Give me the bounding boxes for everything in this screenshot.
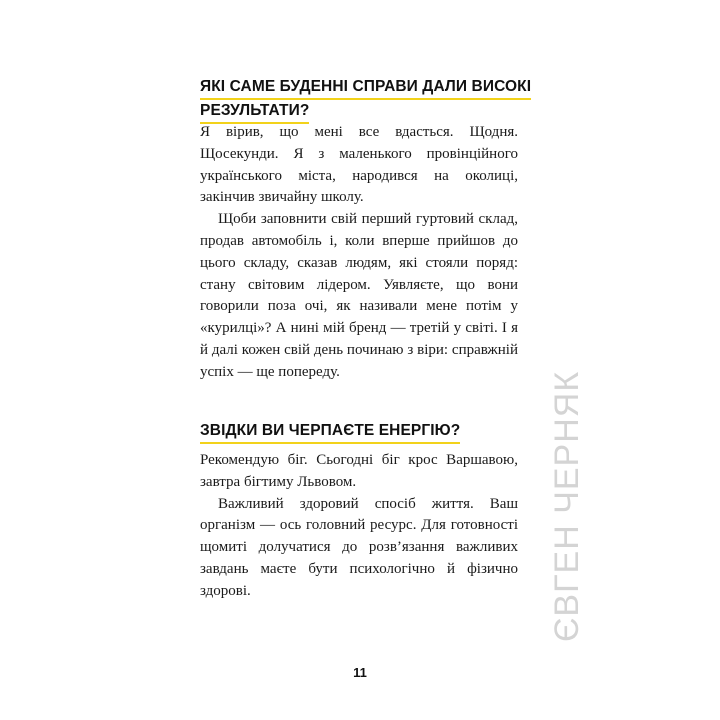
author-name-vertical: ЄВГЕН ЧЕРНЯК	[548, 370, 586, 642]
section1-paragraph-2: Щоби заповнити свій перший гуртовий склад, продав автомобіль і, коли вперше прийшов до цього складу, сказав людям, які стояли поряд: стану світовим лідером. Уявляєте, що вони говорили поза очі, як називали мене потім у «курилці»? А нині мій бренд — третій у світі. І я й далі кожен свій день починаю з віри: справжній успіх — ще попереду.	[200, 211, 518, 380]
section1-heading-line2: РЕЗУЛЬТАТИ?	[200, 100, 309, 124]
page-number: 11	[353, 665, 367, 680]
section2-body	[200, 450, 518, 603]
section1-paragraph-1: Я вірив, що мені все вдасться. Щодня. Щосекунди. Я з маленького провінційного українського міста, народився на околиці, закінчив звичайну школу.	[200, 124, 518, 206]
section2-heading-text: ЗВІДКИ ВИ ЧЕРПАЄТЕ ЕНЕРГІЮ?	[200, 420, 460, 444]
section1-heading	[200, 76, 531, 124]
section2-paragraph-2: Важливий здоровий спосіб життя. Ваш організм — ось головний ресурс. Для готовності щомиті долучатися до розв’язання важливих завдань маєте бути психологічно й фізично здорові.	[200, 495, 518, 599]
section1-heading-line1: ЯКІ САМЕ БУДЕННІ СПРАВИ ДАЛИ ВИСОКІ	[200, 76, 531, 100]
section2-paragraph-1: Рекомендую біг. Сьогодні біг крос Варшавою, завтра бігтиму Львовом.	[200, 452, 518, 490]
section2-heading	[200, 420, 460, 444]
section1-body	[200, 122, 518, 384]
